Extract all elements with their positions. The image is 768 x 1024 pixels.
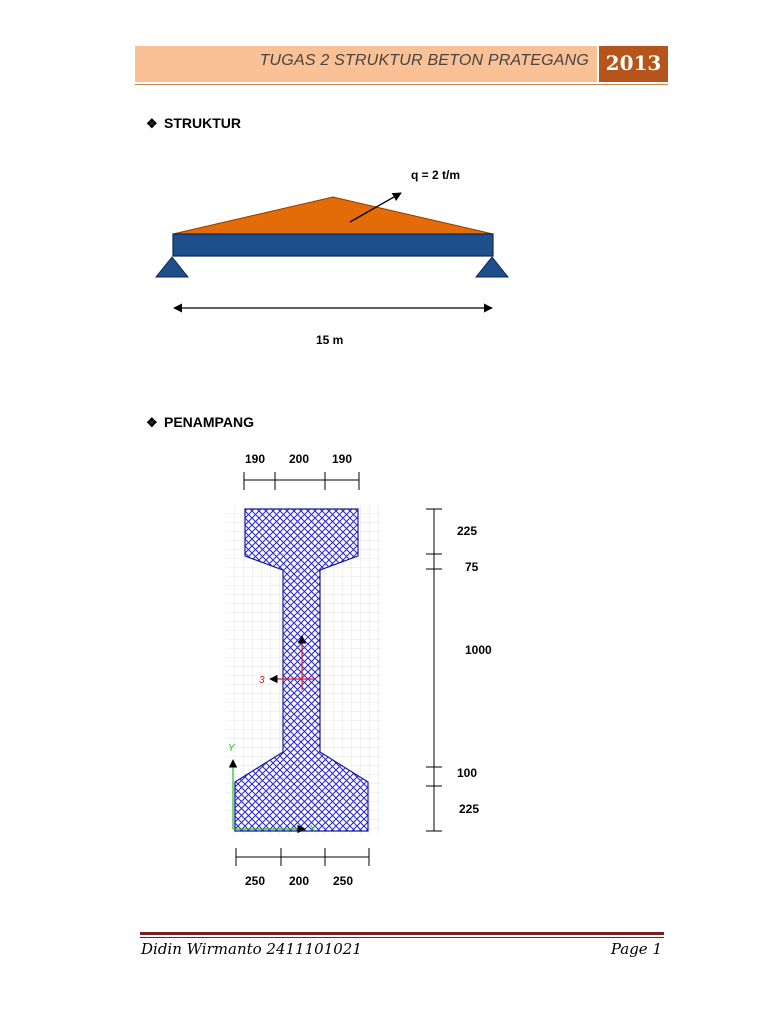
footer-author: Didin Wirmanto 2411101021 (141, 940, 362, 958)
diamond-bullet-icon: ❖ (146, 415, 158, 430)
diamond-bullet-icon: ❖ (146, 116, 158, 131)
bottom-dimension (236, 848, 369, 866)
left-support (156, 257, 188, 277)
footer-rule (140, 932, 664, 935)
load-label: q = 2 t/m (411, 168, 461, 182)
section-title-struktur: STRUKTUR (164, 115, 241, 131)
top-dim-1: 190 (245, 452, 266, 466)
axis-y-label: Y (228, 743, 235, 754)
bottom-dim-3: 250 (333, 874, 354, 888)
bottom-dim-1: 250 (245, 874, 266, 888)
right-dim-5: 225 (459, 802, 480, 816)
footer-rule-thin (140, 937, 664, 938)
bottom-dim-2: 200 (289, 874, 310, 888)
right-dim-2: 75 (465, 560, 479, 574)
axis-x-label: X (309, 824, 316, 835)
top-dim-2: 200 (289, 452, 310, 466)
axis-3-label: 3 (259, 675, 265, 686)
beam (173, 234, 493, 256)
triangular-load (173, 197, 493, 234)
right-support (476, 257, 508, 277)
footer-page-number: Page 1 (610, 940, 662, 958)
right-dim-4: 100 (457, 766, 478, 780)
top-dimension (244, 472, 359, 490)
header-year: 2013 (605, 51, 662, 75)
right-dim-1: 225 (457, 524, 478, 538)
right-dimension (426, 509, 442, 831)
right-dim-3: 1000 (465, 643, 492, 657)
section-title-penampang: PENAMPANG (164, 414, 254, 430)
span-label: 15 m (316, 333, 344, 347)
header-title: TUGAS 2 STRUKTUR BETON PRATEGANG (259, 52, 589, 69)
section-heading-penampang (146, 414, 254, 431)
top-dim-3: 190 (332, 452, 353, 466)
